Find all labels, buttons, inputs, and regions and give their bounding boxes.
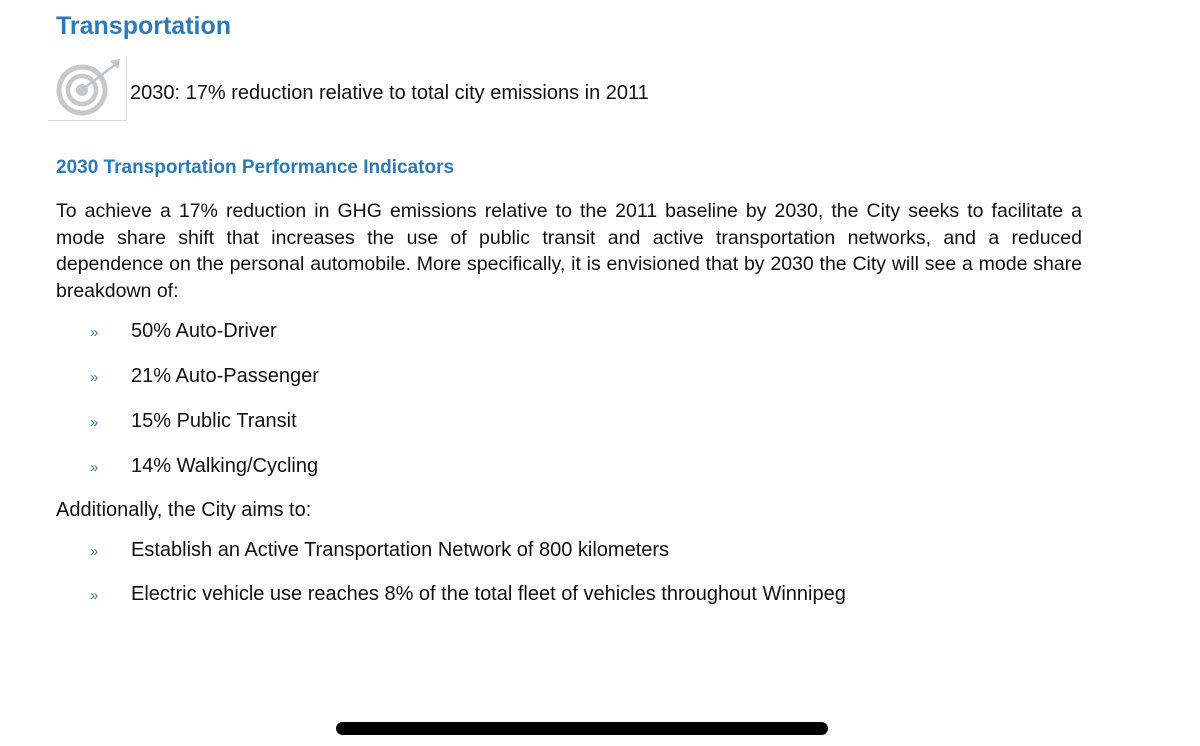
aim-label: Electric vehicle use reaches 8% of the total fleet of vehicles throughout Winnipeg (131, 583, 846, 605)
aim-label: Establish an Active Transportation Network of 800 kilometers (131, 539, 670, 561)
mode-share-label: 21% Auto-Passenger (131, 365, 319, 387)
target-icon-frame (48, 56, 127, 121)
target-statement: 2030: 17% reduction relative to total city emissions in 2011 (130, 82, 649, 104)
list-item (90, 581, 846, 607)
mode-share-label: 15% Public Transit (131, 410, 297, 432)
chevron-bullet-icon: » (90, 543, 99, 560)
additional-aims-heading: Additionally, the City aims to: (56, 499, 312, 521)
mode-share-label: 50% Auto-Driver (131, 320, 277, 342)
home-indicator-bar[interactable] (336, 722, 828, 735)
list-item (90, 363, 319, 389)
list-item (90, 408, 297, 434)
chevron-bullet-icon: » (90, 459, 99, 476)
chevron-bullet-icon: » (90, 587, 99, 604)
chevron-bullet-icon: » (90, 369, 99, 386)
intro-paragraph: To achieve a 17% reduction in GHG emissions relative to the 2011 baseline by 2030, the City seeks to facilitate a mode share shift that increases the use of public transit and active transportation networks, and a reduced dependence on the personal automobile. More specifically, it is envisioned that by 2030 the City will see a mode share breakdown of: (56, 200, 1082, 302)
chevron-bullet-icon: » (90, 324, 99, 341)
list-item (90, 318, 277, 344)
target-arrow-icon (52, 58, 126, 118)
chevron-bullet-icon: » (90, 414, 99, 431)
list-item (90, 453, 318, 479)
mode-share-label: 14% Walking/Cycling (131, 455, 319, 477)
list-item (90, 537, 669, 563)
section-title: Transportation (56, 12, 232, 40)
target-callout (48, 56, 748, 122)
performance-indicators-heading: 2030 Transportation Performance Indicators (56, 157, 455, 178)
